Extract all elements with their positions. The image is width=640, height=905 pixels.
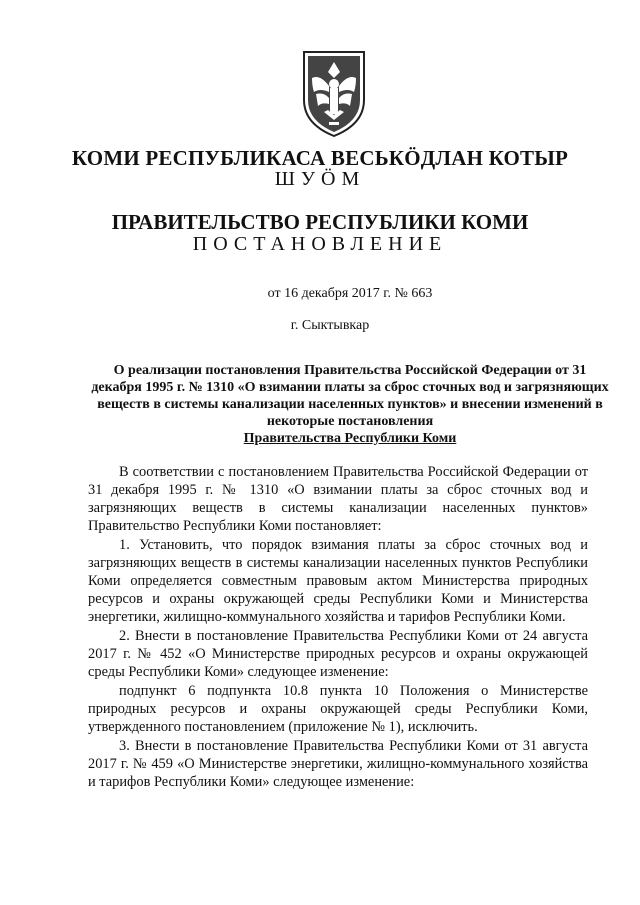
body-intro-paragraph: В соответствии с постановлением Правительства Российской Федерации от 31 декабря 1995 г. № 1310 «О взимании платы за сброс сточных вод и загрязняющих веществ в системы канализации населенных пунктов» Правительство Республики Коми постановляет: [88, 464, 588, 534]
document-city: г. Сыктывкар [290, 318, 370, 333]
document-date-number: от 16 декабря 2017 г. № 663 [267, 286, 433, 301]
komi-document-type: ШУÖМ [274, 168, 366, 190]
komi-government-title: КОМИ РЕСПУБЛИКАСА ВЕСЬКÖДЛАН КОТЫР [71, 146, 569, 170]
document-type: ПОСТАНОВЛЕНИЕ [192, 233, 448, 255]
body-paragraph-2-subitem: подпункт 6 подпункта 10.8 пункта 10 Положения о Министерстве природных ресурсов и охраны окружающей среды Республики Коми, утвержденного постановлением (приложение № 1), исключить. [88, 683, 588, 735]
body-paragraph-1: 1. Установить, что порядок взимания платы за сброс сточных вод и загрязняющих веществ в системы канализации населенных пунктов Республики Коми определяется совместным правовым актом Министерства природных ресурсов и охраны окружающей среды Республики Коми и Министерства энергетики, жилищно-коммунального хозяйства и тарифов Республики Коми. [88, 537, 588, 625]
body-paragraph-3: 3. Внести в постановление Правительства Республики Коми от 31 августа 2017 г. № 459 «О Министерстве энергетики, жилищно-коммунального хозяйства и тарифов Республики Коми» следующее изменение: [88, 738, 588, 790]
body-paragraph-2: 2. Внести в постановление Правительства Республики Коми от 24 августа 2017 г. № 452 «О Министерстве природных ресурсов и охраны окружающей среды Республики Коми» следующее изменение: [88, 628, 588, 680]
document-body [88, 463, 588, 791]
subject-text: О реализации постановления Правительства Российской Федерации от 31 декабря 1995 г. № 1310 «О взимании платы за сброс сточных вод и загрязняющих веществ в системы канализации населенных пунктов» и внесении изменений в некоторые постановления [91, 363, 609, 429]
document-subject [90, 362, 610, 447]
komi-coat-of-arms-emblem [298, 48, 370, 140]
government-title: ПРАВИТЕЛЬСТВО РЕСПУБЛИКИ КОМИ [111, 210, 529, 234]
subject-underlined-text: Правительства Республики Коми [243, 431, 457, 446]
